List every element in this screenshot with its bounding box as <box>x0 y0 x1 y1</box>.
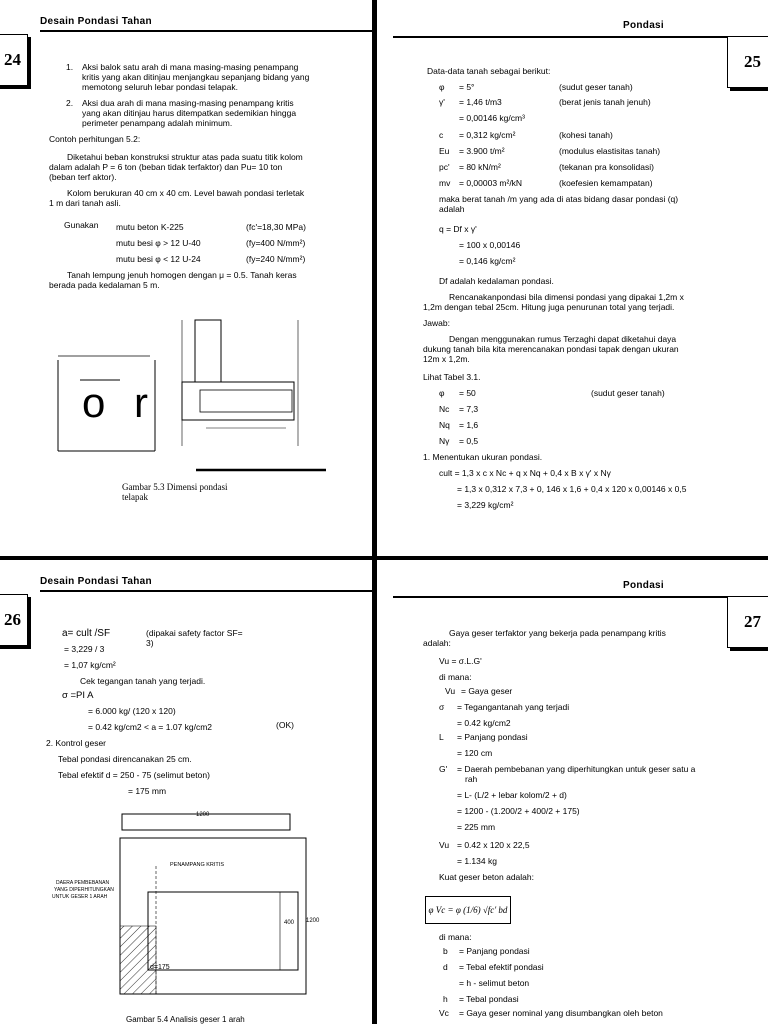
page-26 <box>0 560 372 1024</box>
paragraph-line: berada pada kedalaman 5 m. <box>49 280 160 290</box>
material-name: mutu besi φ > 12 U-40 <box>116 238 201 248</box>
def-symbol: d <box>443 962 448 972</box>
page-25 <box>377 0 768 556</box>
page-24 <box>0 0 372 556</box>
q-equation: q = Df x γ' <box>439 224 477 234</box>
list-item-text: Aksi dua arah di mana masing-masing penampang kritis <box>82 98 294 108</box>
data-desc: (kohesi tanah) <box>559 130 613 140</box>
data-symbol: c <box>439 130 444 140</box>
example-title: Contoh perhitungan 5.2: <box>49 134 141 144</box>
allowable-line: = 1,07 kg/cm² <box>64 660 116 670</box>
def-text: = Tebal efektif pondasi <box>459 962 544 972</box>
header-rule <box>393 36 733 38</box>
page-header: Desain Pondasi Tahan <box>40 576 152 587</box>
def-text: = 1200 - (1.200/2 + 400/2 + 175) <box>457 806 580 816</box>
paragraph-line: Dengan menggunakan rumus Terzaghi dapat diketahui daya <box>449 334 677 344</box>
paragraph-line: Df adalah kedalaman pondasi. <box>439 276 554 286</box>
paragraph-line: 12m x 1,2m. <box>423 354 470 364</box>
paragraph-line: Cek tegangan tanah yang terjadi. <box>80 676 206 686</box>
paragraph-line: dukung tanah bila kita merencanakan pondasi tapak dengan ukuran <box>423 344 679 354</box>
allowable-equation: a= cult /SF <box>62 628 111 639</box>
def-text: rah <box>465 774 478 784</box>
page-number: 26 <box>0 594 28 646</box>
def-symbol: b <box>443 946 448 956</box>
step-heading: 1. Menentukan ukuran pondasi. <box>423 452 543 462</box>
def-symbol: σ <box>439 702 445 712</box>
data-desc: (koefesien kemampatan) <box>559 178 653 188</box>
stress-line: = 6.000 kg/ (120 x 120) <box>88 706 176 716</box>
list-marker: 1. <box>66 62 74 72</box>
paragraph-line: 1 m dari tanah asli. <box>49 198 121 208</box>
stress-equation: σ =PI A <box>62 690 94 701</box>
data-desc: (modulus elastisitas tanah) <box>559 146 661 156</box>
data-intro: Data-data tanah sebagai berikut: <box>427 66 551 76</box>
def-text: = Gaya geser <box>461 686 513 696</box>
jawab-label: Jawab: <box>423 318 450 328</box>
figure-caption: telapak <box>122 492 148 502</box>
page-header: Desain Pondasi Tahan <box>40 16 152 27</box>
def-text: = 0.42 x 120 x 22,5 <box>457 840 530 850</box>
factor-value: = 7,3 <box>459 404 479 414</box>
factor-value: = 1,6 <box>459 420 479 430</box>
material-name: mutu besi φ < 12 U-24 <box>116 254 201 264</box>
factor-value: = 0,5 <box>459 436 479 446</box>
figure-letter: r <box>134 379 148 426</box>
load-area-label: YANG DIPERHITUNGKAN <box>54 887 114 893</box>
data-value: = 0,312 kg/cm² <box>459 130 516 140</box>
q-equation: = 0,146 kg/cm² <box>459 256 516 266</box>
paragraph-line: adalah: <box>423 638 451 648</box>
stress-line: = 0.42 kg/cm2 < a = 1.07 kg/cm2 <box>88 722 213 732</box>
gunakan-label: Gunakan <box>64 220 99 230</box>
data-symbol: mv <box>439 178 451 188</box>
column-width-label: 400 <box>284 920 295 926</box>
material-name: mutu beton K-225 <box>116 222 184 232</box>
critical-section-label: PENAMPANG KRITIS <box>170 862 224 868</box>
formula-box <box>425 896 511 924</box>
list-item-text: kritis yang akan ditinjau menjangkau sepanjang bidang yang <box>82 72 310 82</box>
factor-symbol: Nc <box>439 404 450 414</box>
figure-5-4 <box>40 806 340 1006</box>
paragraph-line: dalam adalah P = 6 ton (beban tidak terfaktor) dan Pu= 10 ton <box>49 162 283 172</box>
paragraph-line: Kuat geser beton adalah: <box>439 872 534 882</box>
page-number: 25 <box>727 36 768 88</box>
figure-caption: Gambar 5.4 Analisis geser 1 arah <box>126 1015 245 1024</box>
material-value: (fy=240 N/mm²) <box>246 254 306 264</box>
list-item-text: Aksi balok satu arah di mana masing-masing penampang <box>82 62 299 72</box>
paragraph-line: = 175 mm <box>128 786 167 796</box>
paragraph-line: (beban terf aktor). <box>49 172 117 182</box>
list-item-text: memotong seluruh lebar pondasi telapak. <box>82 82 238 92</box>
def-text: = Panjang pondasi <box>457 732 528 742</box>
def-text: = h - selimut beton <box>459 978 530 988</box>
footing-section <box>182 382 294 420</box>
material-value: (fy=400 N/mm²) <box>246 238 306 248</box>
page-number: 27 <box>727 596 768 648</box>
data-value: = 0,00146 kg/cm³ <box>459 113 525 123</box>
paragraph-line: Diketahui beban konstruksi struktur atas pada suatu titik kolom <box>67 152 303 162</box>
data-value: = 3.900 t/m² <box>459 146 505 156</box>
effective-depth-label: d=175 <box>150 964 170 971</box>
cult-equation: = 1,3 x 0,312 x 7,3 + 0, 146 x 1,6 + 0,4 x 120 x 0,00146 x 0,5 <box>457 484 687 494</box>
concrete-shear-formula: φ Vc = φ (1/6) √fc' bd <box>428 905 508 915</box>
def-symbol: h <box>443 994 448 1004</box>
cult-equation: = 3,229 kg/cm² <box>457 500 514 510</box>
def-text: = Daerah pembebanan yang diperhitungkan untuk geser satu a <box>457 764 696 774</box>
data-value: = 80 kN/m² <box>459 162 501 172</box>
column-section <box>195 320 221 382</box>
data-desc: (tekanan pra konsolidasi) <box>559 162 654 172</box>
paragraph-line: Kolom berukuran 40 cm x 40 cm. Level bawah pondasi terletak <box>67 188 305 198</box>
list-item-text: perimeter penampang adalah minimum. <box>82 118 233 128</box>
where-label: di mana: <box>439 932 472 942</box>
def-text: = Tegangantanah yang terjadi <box>457 702 570 712</box>
def-text: = Gaya geser nominal yang disumbangkan oleh beton <box>459 1008 663 1018</box>
factor-symbol: Nγ <box>439 436 450 446</box>
page-27 <box>377 560 768 1024</box>
def-symbol: Vu <box>445 686 456 696</box>
data-desc: (sudut geser tanah) <box>559 82 633 92</box>
section-heading: 2. Kontrol geser <box>46 738 107 748</box>
data-symbol: Eu <box>439 146 450 156</box>
paragraph-line: 1,2m dengan tebal 25cm. Hitung juga penurunan total yang terjadi. <box>423 302 675 312</box>
figure-letter: o <box>82 379 106 426</box>
page-number: 24 <box>0 34 28 86</box>
cult-equation: cult = 1,3 x c x Nc + q x Nq + 0,4 x B x γ' x Nγ <box>439 468 611 478</box>
load-area-label: UNTUK GESER 1 ARAH <box>52 894 108 900</box>
page-header: Pondasi <box>623 580 664 591</box>
ok-label: (OK) <box>276 720 294 730</box>
dimension-label: 1200 <box>196 812 210 818</box>
data-symbol: pc' <box>439 162 450 172</box>
paragraph-line: maka berat tanah /m yang ada di atas bidang dasar pondasi (q) <box>439 194 679 204</box>
def-text: = 0.42 kg/cm2 <box>457 718 511 728</box>
where-label: di mana: <box>439 672 472 682</box>
factor-desc: (sudut geser tanah) <box>591 388 665 398</box>
shear-equation: Vu = σ.L.G' <box>439 656 482 666</box>
column-plan <box>148 892 298 970</box>
paragraph-line: Tebal pondasi direncanakan 25 cm. <box>58 754 192 764</box>
page-header: Pondasi <box>623 20 664 31</box>
safety-note: (dipakai safety factor SF= <box>146 628 243 638</box>
def-symbol: L <box>439 732 444 742</box>
data-desc: (berat jenis tanah jenuh) <box>559 97 651 107</box>
safety-note: 3) <box>146 638 154 648</box>
figure-caption: Gambar 5.3 Dimensi pondasi <box>122 482 228 492</box>
def-text: = 1.134 kg <box>457 856 497 866</box>
data-value: = 1,46 t/m3 <box>459 97 502 107</box>
footing-slab <box>200 390 292 412</box>
def-text: = 120 cm <box>457 748 493 758</box>
def-symbol: G' <box>439 764 448 774</box>
data-value: = 0,00003 m²/kN <box>459 178 523 188</box>
material-value: (fc'=18,30 MPa) <box>246 222 306 232</box>
factor-value: = 50 <box>459 388 476 398</box>
data-symbol: φ <box>439 82 445 92</box>
paragraph-line: Gaya geser terfaktor yang bekerja pada penampang kritis <box>449 628 666 638</box>
def-text: = Panjang pondasi <box>459 946 530 956</box>
def-symbol: Vu <box>439 840 450 850</box>
list-marker: 2. <box>66 98 74 108</box>
paragraph-line: Rencanakanpondasi bila dimensi pondasi yang dipakai 1,2m x <box>449 292 684 302</box>
header-rule <box>393 596 733 598</box>
hatched-area <box>120 926 156 994</box>
def-text: = L- (L/2 + lebar kolom/2 + d) <box>457 790 567 800</box>
list-item-text: yang akan ditinjau harus ditempatkan sedemikian hingga <box>82 108 297 118</box>
header-rule <box>40 30 372 32</box>
def-symbol: Vc <box>439 1008 449 1018</box>
def-text: = 225 mm <box>457 822 496 832</box>
paragraph-line: adalah <box>439 204 465 214</box>
paragraph-line: Tanah lempung jenuh homogen dengan μ = 0.5. Tanah keras <box>67 270 297 280</box>
load-area-label: DAERA PEMBEBANAN <box>56 880 110 886</box>
factor-symbol: φ <box>439 388 445 398</box>
footing-width-label: 1200 <box>306 918 320 924</box>
factor-symbol: Nq <box>439 420 450 430</box>
data-symbol: γ' <box>439 97 445 107</box>
def-text: = Tebal pondasi <box>459 994 519 1004</box>
paragraph-line: Tebal efektif d = 250 - 75 (selimut beton) <box>58 770 210 780</box>
allowable-line: = 3,229 / 3 <box>64 644 105 654</box>
header-rule <box>40 590 372 592</box>
data-value: = 5° <box>459 82 475 92</box>
table-reference: Lihat Tabel 3.1. <box>423 372 481 382</box>
q-equation: = 100 x 0,00146 <box>459 240 521 250</box>
